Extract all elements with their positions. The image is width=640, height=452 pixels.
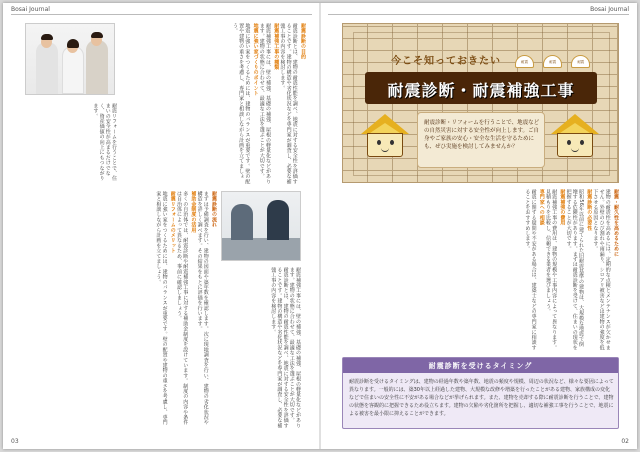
magazine-spread bbox=[3, 3, 637, 449]
left-under-photo-text: 耐震リフォームを行うことで、住まいの安全性が高まるだけでなく、資産価値の向上にもつながります。 bbox=[92, 103, 117, 181]
header-rule bbox=[328, 14, 629, 15]
timing-box bbox=[342, 357, 619, 429]
left-bottom-right-text: 耐震補強工事には、壁の補強、基礎の補強、屋根の軽量化などがあります。建物の状態に合わせて、最適な工法を選ぶことが大切です。 耐震診断とは、建物の耐震性能を調べ、地震に対する安全性を評価することです。建物の構造や劣化状況などを専門家が調査し、必要な補強工事の内容を検討します。 bbox=[270, 267, 301, 429]
page-number-left: 03 bbox=[11, 438, 19, 445]
helmet-icon: 耐震 bbox=[543, 55, 562, 68]
timing-body: 耐震診断を受けるタイミングは、建物の経過年数や築年数、地震の頻度や規模、周辺の状況など、様々な要因によって異なります。一般的には、築30年以上経過した建物、大規模な改修や増築を行ったことがある建物、家族構成の変化などで住まいの安全性に不安がある場合などが挙げられます。また、建物を売却する際に耐震診断を行うことで、建物の状態を客観的に把握できるため役立ちます。建物の欠陥や劣化箇所を把握し、適切な補強工事を行うことで、地震による被害を最小限に抑えることができます。 bbox=[349, 379, 614, 417]
lead-text: 耐震診断・リフォームを行うことで、地震などの自然災害に対する安全性が向上します。ご自身やご家族の安心・安全な生活を守るためにも、ぜひ実施を検討してみませんか？ bbox=[424, 120, 540, 150]
timing-title: 耐震診断を受けるタイミング bbox=[428, 362, 533, 370]
house-mascot-icon bbox=[551, 114, 599, 158]
helmet-icon: 耐震 bbox=[571, 55, 590, 68]
banner-kicker: 今こそ知っておきたい bbox=[391, 56, 501, 67]
journal-name: Bosai Journal bbox=[11, 6, 50, 13]
feature-banner bbox=[342, 23, 619, 183]
title-band bbox=[365, 72, 597, 104]
left-bottom-text: 耐震診断の流れ まずは予備調査を行い、建物の図面や築年数を確認します。次に現地調査を行い、建物の劣化状況や構造を詳しく調べます。その結果をもとに評価を行います。 補助金制度の活用 多くの自治体では、耐震診断や耐震補強工事に対する補助金制度を設けています。制度の内容や条件は自治体によって異なるため、事前に確認しましょう。 耐震リフォームのメリット 地震に強い家をつくるためには、建物のバランスが重要です。壁の配置や建物の重さを考慮し、専門家と相談しながら計画を立てましょう。 bbox=[155, 191, 217, 425]
timing-header bbox=[343, 358, 618, 373]
header-rule bbox=[11, 14, 312, 15]
house-mascot-icon bbox=[361, 114, 409, 158]
staff-photo bbox=[25, 23, 115, 95]
helmet-icons bbox=[515, 48, 594, 68]
meeting-photo bbox=[221, 191, 301, 261]
right-body-text: 耐震・耐久性を高めるために 建物の耐震性を高めるには、定期的な点検とメンテナンスが欠かせません。外壁のひび割れや雨漏り、シロアリ被害などは建物の強度を低下させる原因となります。 耐震診断の必要性 昭和56年以前に建てられた旧耐震基準の建物は、大規模な地震で倒壊する危険性があります。まずは耐震診断を受けて、住まいの現状を把握することが大切です。 耐震補強の費用 耐震補強工事の費用は、建物の規模や工事内容によって異なります。見積もりを比較し、信頼できる業者を選びましょう。 専門家への相談 耐震に関する疑問や不安がある場合は、建築士などの専門家に相談することをおすすめします。 bbox=[524, 189, 619, 351]
lead-box bbox=[417, 112, 545, 168]
right-page bbox=[320, 3, 637, 449]
left-top-text: 耐震診断の目的 耐震診断とは、建物の耐震性能を調べ、地震に対する安全性を評価することです。建物の構造や劣化状況などを専門家が調査し、必要な補強工事の内容を検討します。 耐震補強工事の種類 耐震補強工事には、壁の補強、基礎の補強、屋根の軽量化などがあります。建物の状態に合わせて、最適な工法を選ぶことが大切です。 地震に強い家づくりのポイント 地震に強い家をつくるためには、建物のバランスが重要です。壁の配置や建物の重さを考慮し、専門家と相談しながら計画を立てましょう。 bbox=[231, 23, 306, 185]
feature-title: 耐震診断・耐震補強工事 bbox=[387, 81, 575, 100]
helmet-icon: 耐震 bbox=[515, 55, 534, 68]
left-page bbox=[3, 3, 320, 449]
journal-name: Bosai Journal bbox=[590, 6, 629, 13]
page-number-right: 02 bbox=[621, 438, 629, 445]
